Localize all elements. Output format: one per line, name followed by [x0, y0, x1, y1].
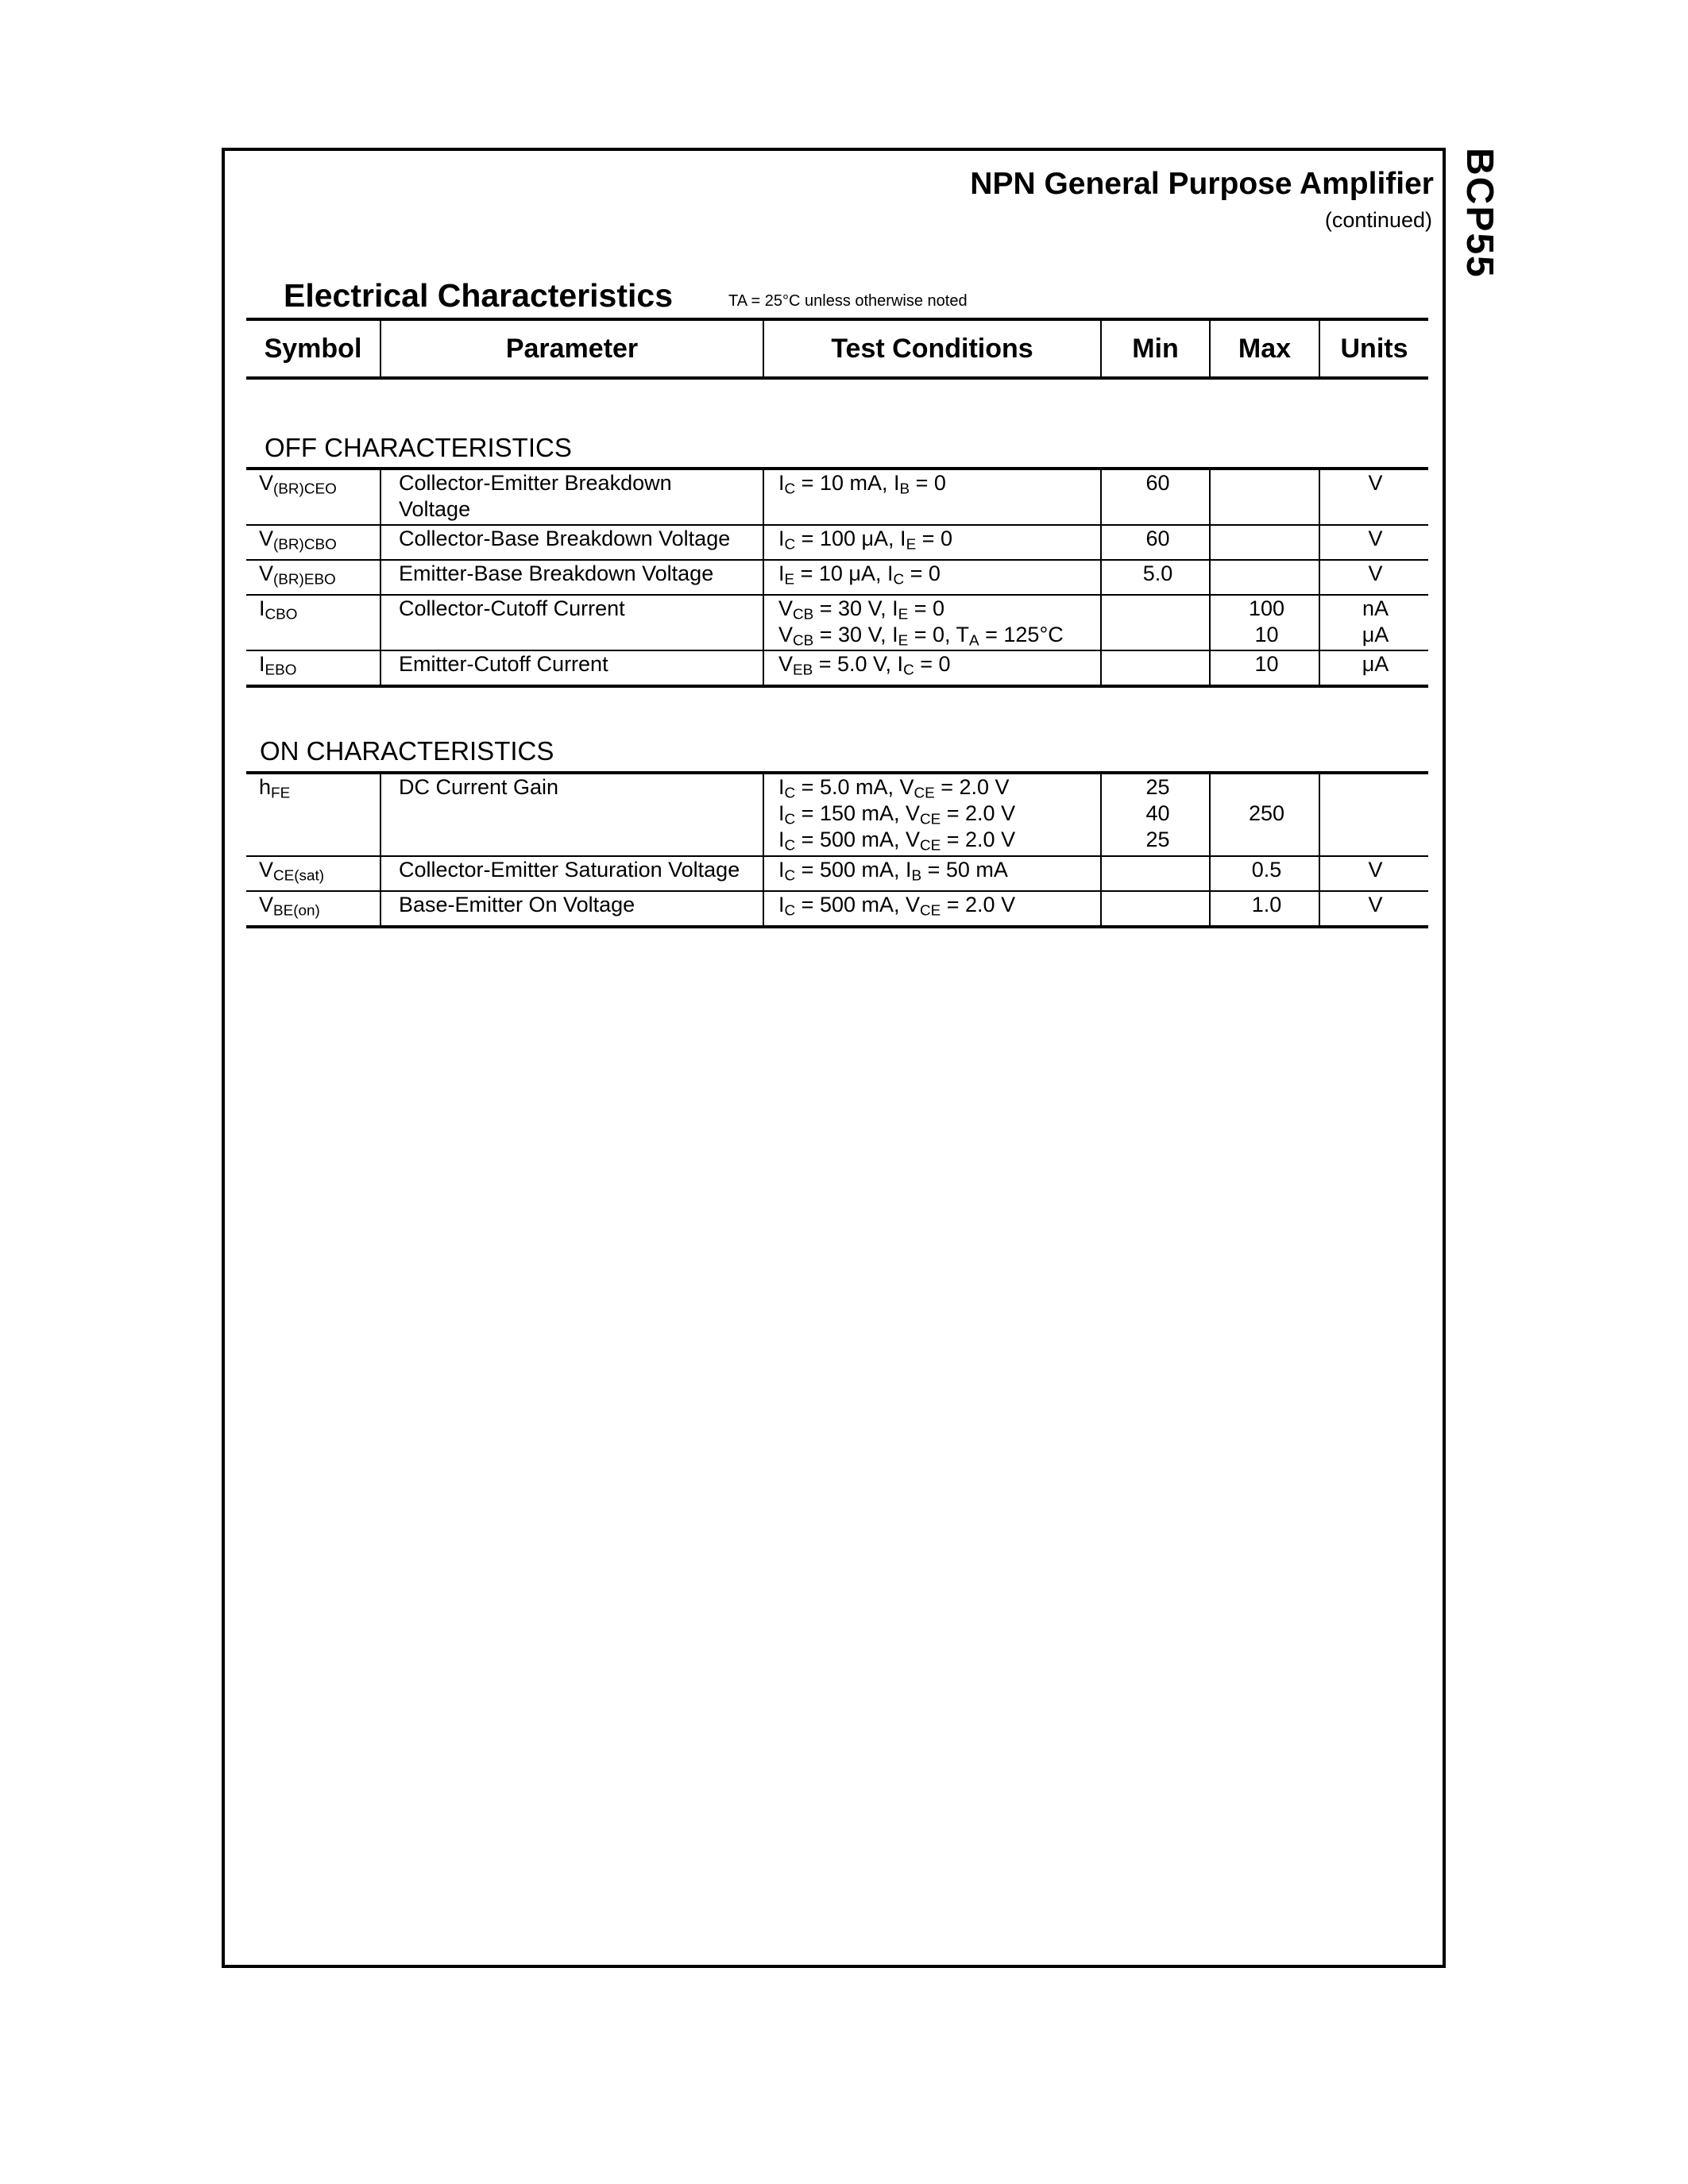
units-cell	[1323, 470, 1428, 524]
units-cell	[1323, 857, 1428, 890]
cell-line: $I_C = 500$ mA, $V_{CE} = 2.0$ V	[778, 893, 1016, 920]
group-title: OFF CHARACTERISTICS	[265, 433, 572, 462]
min-cell	[1104, 892, 1211, 925]
subscript: CE	[920, 902, 941, 920]
column-divider	[380, 651, 381, 685]
test-conditions-cell	[778, 892, 1112, 925]
parameter-cell	[399, 892, 772, 925]
units-cell	[1323, 651, 1428, 685]
table-header	[246, 318, 1428, 380]
group-table	[246, 467, 1428, 685]
symbol-text: $I_{CBO}$	[259, 596, 298, 623]
table-row	[246, 651, 1428, 688]
cell-line: Collector-Emitter Breakdown	[399, 471, 672, 495]
subscript: E	[898, 632, 909, 650]
units-cell	[1323, 774, 1428, 855]
cell-line: 40	[1145, 801, 1170, 825]
column-divider	[380, 470, 381, 524]
symbol-text: $V_{CE(sat)}$	[259, 858, 325, 885]
table-row	[246, 470, 1428, 526]
section-title: Electrical Characteristics	[284, 277, 673, 314]
symbol-cell	[259, 774, 378, 855]
subscript: E	[898, 606, 909, 623]
max-cell	[1213, 774, 1320, 855]
subscript: E	[784, 571, 795, 588]
symbol-text: $V_{(BR)EBO}$	[259, 561, 336, 588]
symbol-subscript: CBO	[265, 606, 298, 623]
min-cell	[1104, 651, 1211, 685]
header-units: Units	[1340, 333, 1408, 364]
table-row	[246, 526, 1428, 561]
column-divider	[380, 561, 381, 594]
cell-line: V	[1368, 527, 1383, 550]
test-conditions-cell	[778, 561, 1112, 594]
subscript: B	[899, 480, 910, 498]
document-subtitle: (continued)	[1324, 208, 1432, 232]
cell-line: 10	[1254, 623, 1279, 646]
document-title: NPN General Purpose Amplifier	[970, 167, 1434, 201]
test-conditions-cell	[778, 470, 1112, 524]
symbol-subscript: (BR)EBO	[273, 571, 336, 588]
min-cell	[1104, 561, 1211, 594]
subscript: CE	[920, 811, 941, 828]
max-cell	[1213, 892, 1320, 925]
group-table	[246, 771, 1428, 925]
symbol-text: $I_{EBO}$	[259, 652, 297, 679]
subscript: C	[784, 837, 796, 855]
table-row	[246, 596, 1428, 651]
parameter-cell	[399, 774, 772, 855]
symbol-cell	[259, 561, 378, 594]
side-part-number-text: BCP55	[1458, 148, 1501, 279]
symbol-subscript: (BR)CEO	[273, 480, 337, 498]
min-cell	[1104, 774, 1211, 855]
symbol-cell	[259, 651, 378, 685]
cell-line: V	[1368, 893, 1383, 916]
column-divider	[380, 596, 381, 650]
max-cell	[1213, 526, 1320, 559]
symbol-subscript: EBO	[265, 662, 297, 679]
min-cell	[1104, 596, 1211, 650]
subscript: B	[911, 867, 922, 885]
cell-line: 10	[1254, 652, 1279, 676]
table-row	[246, 774, 1428, 857]
cell-line: DC Current Gain	[399, 775, 559, 799]
header-test-conditions: Test Conditions	[831, 333, 1033, 364]
cell-line: $I_C = 5.0$ mA, $V_{CE} = 2.0$ V	[778, 775, 1010, 802]
subscript: C	[784, 536, 796, 554]
table-row	[246, 892, 1428, 928]
parameter-cell	[399, 596, 772, 650]
page-frame	[222, 148, 1446, 1968]
subscript: CE	[914, 785, 935, 802]
symbol-text: $h_{FE}$	[259, 775, 291, 802]
parameter-cell	[399, 561, 772, 594]
subscript: C	[784, 902, 796, 920]
header-min: Min	[1132, 333, 1179, 364]
cell-line: Collector-Base Breakdown Voltage	[399, 527, 731, 550]
units-cell	[1323, 892, 1428, 925]
column-divider	[380, 892, 381, 925]
cell-line: Collector-Cutoff Current	[399, 596, 625, 620]
cell-line: 1.0	[1251, 893, 1282, 916]
cell-line: 5.0	[1142, 561, 1173, 585]
cell-line: Emitter-Cutoff Current	[399, 652, 608, 676]
subscript: C	[784, 785, 796, 802]
group-title: ON CHARACTERISTICS	[260, 736, 554, 766]
cell-line: 0.5	[1251, 858, 1282, 882]
table-row	[246, 857, 1428, 892]
cell-line: 60	[1145, 471, 1170, 495]
max-cell	[1213, 857, 1320, 890]
header-parameter: Parameter	[505, 333, 639, 364]
subscript: CB	[793, 632, 814, 650]
cell-line: μA	[1362, 652, 1389, 676]
cell-line: $I_C = 10$ mA, $I_B = 0$	[778, 471, 946, 498]
cell-line: μA	[1362, 623, 1389, 646]
subscript: CE	[920, 837, 941, 855]
cell-line: 25	[1145, 775, 1170, 799]
header-max: Max	[1238, 333, 1292, 364]
min-cell	[1104, 857, 1211, 890]
cell-line: $V_{EB} = 5.0$ V, $I_C = 0$	[778, 652, 951, 679]
symbol-text: $V_{BE(on)}$	[259, 893, 320, 920]
symbol-cell	[259, 857, 378, 890]
units-cell	[1323, 526, 1428, 559]
symbol-subscript: CE(sat)	[273, 867, 325, 885]
cell-line: nA	[1362, 596, 1389, 620]
parameter-cell	[399, 470, 772, 524]
subscript: CB	[793, 606, 814, 623]
max-cell	[1213, 596, 1320, 650]
cell-line: $V_{CB} = 30$ V, $I_E = 0$, $T_A = 125^\circ C$	[778, 623, 1064, 650]
subscript: C	[784, 867, 796, 885]
header-symbol: Symbol	[264, 333, 362, 364]
subscript: C	[893, 571, 905, 588]
max-cell	[1213, 651, 1320, 685]
subscript: C	[784, 480, 796, 498]
side-part-number	[1452, 148, 1500, 307]
cell-line: Base-Emitter On Voltage	[399, 893, 635, 916]
symbol-subscript: (BR)CBO	[273, 536, 337, 554]
symbol-cell	[259, 596, 378, 650]
cell-line	[1213, 774, 1320, 801]
cell-line: $I_E = 10$ μA, $I_C = 0$	[778, 561, 941, 588]
subscript: C	[784, 811, 796, 828]
units-cell	[1323, 596, 1428, 650]
test-conditions-cell	[778, 651, 1112, 685]
cell-line: V	[1368, 561, 1383, 585]
cell-line: 60	[1145, 527, 1170, 550]
cell-line: $I_C = 500$ mA, $I_B = 50$ mA	[778, 858, 1008, 885]
subscript: C	[903, 662, 914, 679]
cell-line: V	[1368, 471, 1383, 495]
parameter-cell	[399, 651, 772, 685]
cell-line: Collector-Emitter Saturation Voltage	[399, 858, 740, 882]
test-conditions-cell	[778, 526, 1112, 559]
cell-line: $I_C = 100$ μA, $I_E = 0$	[778, 527, 952, 554]
cell-line: Emitter-Base Breakdown Voltage	[399, 561, 714, 585]
column-divider	[380, 857, 381, 890]
column-divider	[380, 774, 381, 855]
cell-line: 100	[1248, 596, 1285, 620]
symbol-cell	[259, 526, 378, 559]
symbol-text: $V_{(BR)CEO}$	[259, 471, 337, 498]
subscript: E	[906, 536, 917, 554]
units-cell	[1323, 561, 1428, 594]
max-cell	[1213, 561, 1320, 594]
symbol-cell	[259, 892, 378, 925]
table-row	[246, 561, 1428, 596]
cell-line: Voltage	[399, 497, 471, 521]
symbol-text: $V_{(BR)CBO}$	[259, 527, 337, 554]
cell-line: $V_{CB} = 30$ V, $I_E = 0$	[778, 596, 945, 623]
cell-line: $I_C = 500$ mA, $V_{CE} = 2.0$ V	[778, 828, 1016, 855]
min-cell	[1104, 470, 1211, 524]
subscript: A	[969, 632, 979, 650]
cell-line: V	[1368, 858, 1383, 882]
column-divider	[380, 526, 381, 559]
section-note: TA = 25°C unless otherwise noted	[728, 292, 968, 310]
min-cell	[1104, 526, 1211, 559]
cell-line: $I_C = 150$ mA, $V_{CE} = 2.0$ V	[778, 801, 1016, 828]
test-conditions-cell	[778, 857, 1112, 890]
parameter-cell	[399, 857, 772, 890]
test-conditions-cell	[778, 774, 1112, 855]
symbol-subscript: BE(on)	[273, 902, 320, 920]
max-cell	[1213, 470, 1320, 524]
test-conditions-cell	[778, 596, 1112, 650]
symbol-cell	[259, 470, 378, 524]
subscript: EB	[793, 662, 813, 679]
cell-line: 25	[1145, 828, 1170, 851]
symbol-subscript: FE	[271, 785, 291, 802]
parameter-cell	[399, 526, 772, 559]
cell-line: 250	[1248, 801, 1285, 825]
